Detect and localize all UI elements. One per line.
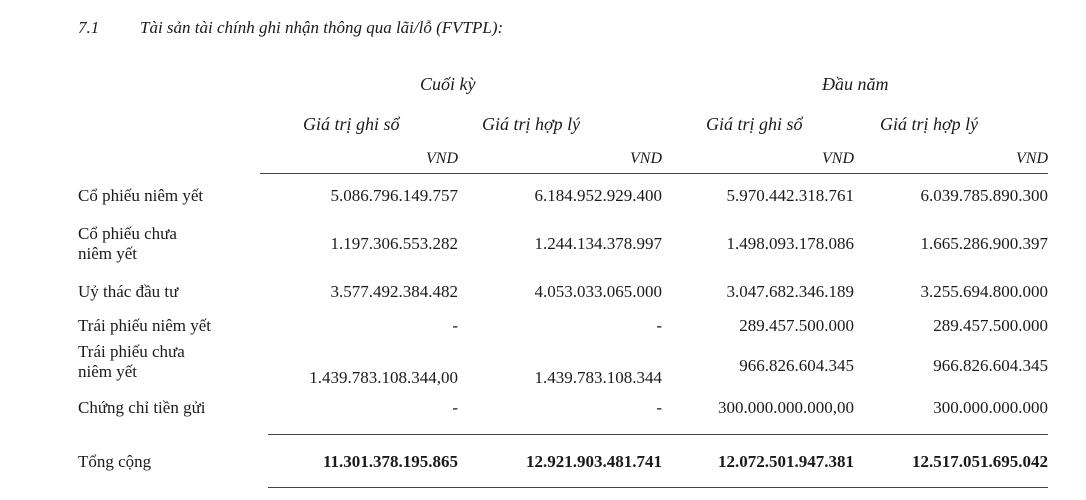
cell-book-start: 289.457.500.000 <box>739 316 854 335</box>
row-label <box>78 224 177 264</box>
row-label-line: niêm yết <box>78 244 138 263</box>
header-group-end: Cuối kỳ <box>420 74 476 94</box>
cell-book-start: 1.498.093.178.086 <box>726 234 854 253</box>
cell-fair-end: 1.244.134.378.997 <box>534 234 662 253</box>
cell-book-end: - <box>452 316 458 335</box>
row-label <box>78 342 185 382</box>
unit-label: VND <box>1016 150 1048 167</box>
header-fair-value-end: Giá trị hợp lý <box>482 114 581 134</box>
cell-fair-start: 6.039.785.890.300 <box>920 186 1048 205</box>
total-fair-start: 12.517.051.695.042 <box>912 452 1048 471</box>
total-book-start: 12.072.501.947.381 <box>718 452 854 471</box>
header-book-value-start: Giá trị ghi sổ <box>706 114 803 134</box>
cell-fair-end: 6.184.952.929.400 <box>534 186 662 205</box>
bottom-divider <box>268 487 1048 488</box>
row-label-line: niêm yết <box>78 362 138 381</box>
total-fair-end: 12.921.903.481.741 <box>526 452 662 471</box>
total-divider <box>268 434 1048 435</box>
cell-book-end: 1.197.306.553.282 <box>330 234 458 253</box>
cell-book-end: 3.577.492.384.482 <box>330 282 458 301</box>
cell-fair-end: - <box>656 316 662 335</box>
cell-book-start: 966.826.604.345 <box>739 356 854 375</box>
cell-fair-start: 289.457.500.000 <box>933 316 1048 335</box>
row-label: Chứng chỉ tiền gửi <box>78 398 206 417</box>
row-label: Trái phiếu niêm yết <box>78 316 211 335</box>
cell-fair-end: 4.053.033.065.000 <box>534 282 662 301</box>
row-label: Cổ phiếu niêm yết <box>78 186 204 205</box>
unit-label: VND <box>630 150 662 167</box>
cell-book-start: 3.047.682.346.189 <box>726 282 854 301</box>
header-group-start: Đầu năm <box>822 74 889 94</box>
row-label-line: Trái phiếu chưa <box>78 342 185 361</box>
cell-fair-end: - <box>656 398 662 417</box>
header-book-value-end: Giá trị ghi sổ <box>303 114 400 134</box>
total-book-end: 11.301.378.195.865 <box>322 452 458 471</box>
section-number: 7.1 <box>78 18 100 37</box>
cell-fair-start: 966.826.604.345 <box>933 356 1048 375</box>
cell-fair-end: 1.439.783.108.344 <box>534 368 662 387</box>
cell-book-start: 300.000.000.000,00 <box>718 398 854 417</box>
section-title <box>78 18 503 38</box>
total-label: Tổng cộng <box>78 452 152 471</box>
row-label-line: Cổ phiếu chưa <box>78 224 177 243</box>
cell-fair-start: 3.255.694.800.000 <box>920 282 1048 301</box>
cell-book-end: 1.439.783.108.344,00 <box>309 368 458 387</box>
cell-book-end: - <box>452 398 458 417</box>
cell-book-end: 5.086.796.149.757 <box>330 186 458 205</box>
cell-fair-start: 300.000.000.000 <box>933 398 1048 417</box>
header-fair-value-start: Giá trị hợp lý <box>880 114 979 134</box>
header-divider <box>260 173 1048 174</box>
unit-label: VND <box>426 150 458 167</box>
cell-book-start: 5.970.442.318.761 <box>726 186 854 205</box>
row-label: Uỷ thác đầu tư <box>78 282 179 301</box>
section-heading: Tài sản tài chính ghi nhận thông qua lãi/lỗ (FVTPL): <box>140 18 504 37</box>
cell-fair-start: 1.665.286.900.397 <box>920 234 1048 253</box>
unit-label: VND <box>822 150 854 167</box>
